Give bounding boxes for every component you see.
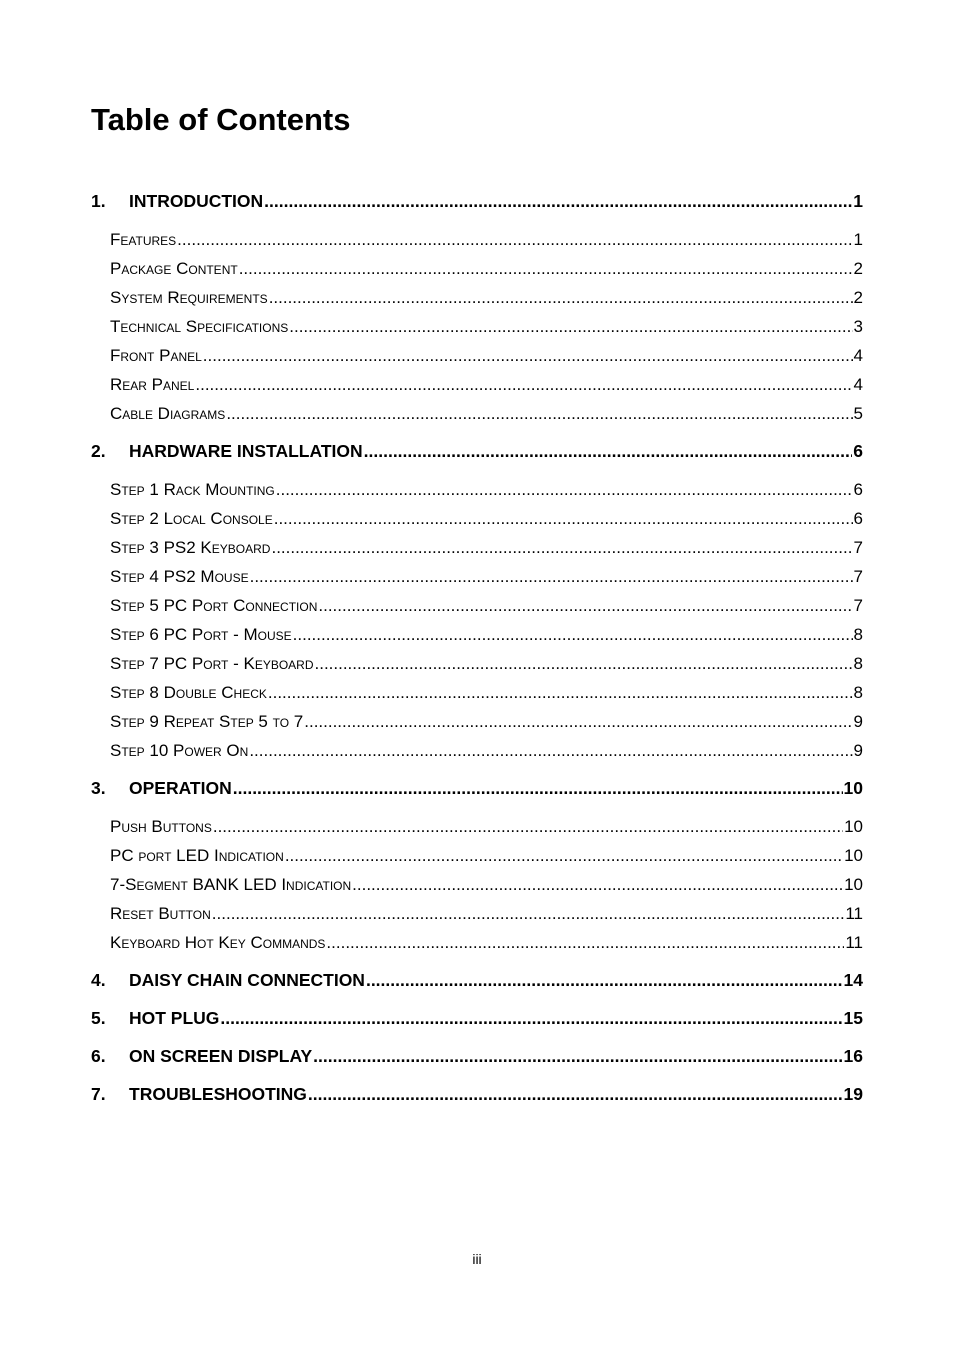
chapter-title: HARDWARE INSTALLATION [129, 441, 363, 461]
section-page-number: 9 [853, 741, 863, 760]
dot-leader [250, 562, 853, 591]
section-title: Step 6 PC Port - Mouse [110, 625, 292, 644]
toc-section-entry[interactable] [91, 620, 863, 649]
section-page-number: 7 [853, 538, 863, 557]
toc-section-entry[interactable] [91, 504, 863, 533]
chapter-number: 3. [91, 778, 106, 798]
toc-section-entry[interactable] [91, 899, 863, 928]
section-page-number: 2 [853, 288, 863, 307]
section-page-number: 8 [853, 683, 863, 702]
table-of-contents [91, 187, 863, 1109]
section-title: 7-Segment BANK LED Indication [110, 875, 352, 894]
dot-leader [269, 283, 853, 312]
toc-section-entry[interactable] [91, 312, 863, 341]
section-title: Step 3 PS2 Keyboard [110, 538, 271, 557]
dot-leader [268, 678, 853, 707]
chapter-page-number: 16 [843, 1046, 863, 1066]
section-page-number: 8 [853, 625, 863, 644]
section-title: Step 2 Local Console [110, 509, 273, 528]
chapter-number: 5. [91, 1008, 106, 1028]
section-page-number: 11 [845, 904, 863, 923]
toc-section-entry[interactable] [91, 707, 863, 736]
dot-leader [364, 437, 853, 466]
dot-leader [212, 899, 845, 928]
toc-section-entry[interactable] [91, 591, 863, 620]
section-page-number: 10 [844, 846, 863, 865]
dot-leader [220, 1004, 842, 1033]
page-title: Table of Contents [91, 102, 351, 137]
section-title: Step 10 Power On [110, 741, 249, 760]
dot-leader [276, 475, 853, 504]
dot-leader [271, 533, 852, 562]
chapter-page-number: 14 [843, 970, 863, 990]
section-title: Front Panel [110, 346, 202, 365]
toc-section-entry[interactable] [91, 225, 863, 254]
dot-leader [285, 841, 843, 870]
toc-section-entry[interactable] [91, 649, 863, 678]
chapter-number: 4. [91, 970, 106, 990]
section-page-number: 6 [853, 509, 863, 528]
toc-chapter-entry[interactable] [91, 1042, 863, 1071]
dot-leader [195, 370, 852, 399]
dot-leader [264, 187, 852, 216]
section-page-number: 2 [853, 259, 863, 278]
section-title: Step 7 PC Port - Keyboard [110, 654, 314, 673]
section-title: System Requirements [110, 288, 268, 307]
dot-leader [233, 774, 843, 803]
chapter-title: DAISY CHAIN CONNECTION [129, 970, 365, 990]
spacer [91, 216, 863, 225]
toc-section-entry[interactable] [91, 928, 863, 957]
section-page-number: 10 [844, 817, 863, 836]
toc-section-entry[interactable] [91, 562, 863, 591]
section-page-number: 4 [853, 346, 863, 365]
chapter-title: HOT PLUG [129, 1008, 220, 1028]
section-title: Reset Button [110, 904, 211, 923]
section-title: Keyboard Hot Key Commands [110, 933, 326, 952]
chapter-title: INTRODUCTION [129, 191, 264, 211]
dot-leader [293, 620, 853, 649]
toc-section-entry[interactable] [91, 678, 863, 707]
section-page-number: 4 [853, 375, 863, 394]
footer-page-number: iii [472, 1251, 482, 1267]
dot-leader [226, 399, 852, 428]
chapter-page-number: 19 [843, 1084, 863, 1104]
dot-leader [213, 812, 843, 841]
section-page-number: 7 [853, 596, 863, 615]
section-page-number: 10 [844, 875, 863, 894]
toc-section-entry[interactable] [91, 475, 863, 504]
toc-section-entry[interactable] [91, 399, 863, 428]
section-title: Step 8 Double Check [110, 683, 267, 702]
toc-section-entry[interactable] [91, 812, 863, 841]
spacer [91, 466, 863, 475]
spacer [91, 803, 863, 812]
dot-leader [203, 341, 853, 370]
section-title: Step 5 PC Port Connection [110, 596, 318, 615]
section-page-number: 6 [853, 480, 863, 499]
chapter-title: ON SCREEN DISPLAY [129, 1046, 313, 1066]
chapter-number: 6. [91, 1046, 106, 1066]
toc-section-entry[interactable] [91, 370, 863, 399]
toc-chapter-entry[interactable] [91, 187, 863, 216]
dot-leader [308, 1080, 843, 1109]
section-page-number: 8 [853, 654, 863, 673]
chapter-page-number: 10 [843, 778, 863, 798]
section-title: Rear Panel [110, 375, 195, 394]
section-title: Push Buttons [110, 817, 212, 836]
section-title: PC port LED Indication [110, 846, 284, 865]
toc-chapter-entry[interactable] [91, 437, 863, 466]
section-page-number: 11 [845, 933, 863, 952]
dot-leader [326, 928, 844, 957]
section-title: Technical Specifications [110, 317, 289, 336]
toc-section-entry[interactable] [91, 283, 863, 312]
section-title: Cable Diagrams [110, 404, 226, 423]
dot-leader [177, 225, 852, 254]
toc-section-entry[interactable] [91, 254, 863, 283]
toc-chapter-entry[interactable] [91, 1004, 863, 1033]
section-title: Step 4 PS2 Mouse [110, 567, 249, 586]
dot-leader [304, 707, 852, 736]
toc-section-entry[interactable] [91, 736, 863, 765]
chapter-page-number: 15 [843, 1008, 863, 1028]
section-page-number: 1 [853, 230, 863, 249]
chapter-number: 1. [91, 191, 106, 211]
chapter-number: 2. [91, 441, 106, 461]
section-page-number: 7 [853, 567, 863, 586]
dot-leader [366, 966, 843, 995]
dot-leader [274, 504, 853, 533]
toc-section-entry[interactable] [91, 841, 863, 870]
dot-leader [318, 591, 852, 620]
toc-section-entry[interactable] [91, 341, 863, 370]
dot-leader [313, 1042, 842, 1071]
toc-section-entry[interactable] [91, 870, 863, 899]
section-page-number: 5 [853, 404, 863, 423]
chapter-page-number: 1 [853, 191, 863, 211]
dot-leader [239, 254, 853, 283]
section-title: Features [110, 230, 177, 249]
dot-leader [352, 870, 843, 899]
toc-chapter-entry[interactable] [91, 774, 863, 803]
section-page-number: 9 [853, 712, 863, 731]
toc-section-entry[interactable] [91, 533, 863, 562]
section-title: Step 1 Rack Mounting [110, 480, 275, 499]
section-page-number: 3 [853, 317, 863, 336]
dot-leader [249, 736, 852, 765]
section-title: Step 9 Repeat Step 5 to 7 [110, 712, 304, 731]
toc-chapter-entry[interactable] [91, 1080, 863, 1109]
dot-leader [289, 312, 852, 341]
chapter-title: OPERATION [129, 778, 232, 798]
chapter-title: TROUBLESHOOTING [129, 1084, 307, 1104]
chapter-number: 7. [91, 1084, 106, 1104]
section-title: Package Content [110, 259, 238, 278]
toc-chapter-entry[interactable] [91, 966, 863, 995]
dot-leader [315, 649, 853, 678]
chapter-page-number: 6 [853, 441, 863, 461]
